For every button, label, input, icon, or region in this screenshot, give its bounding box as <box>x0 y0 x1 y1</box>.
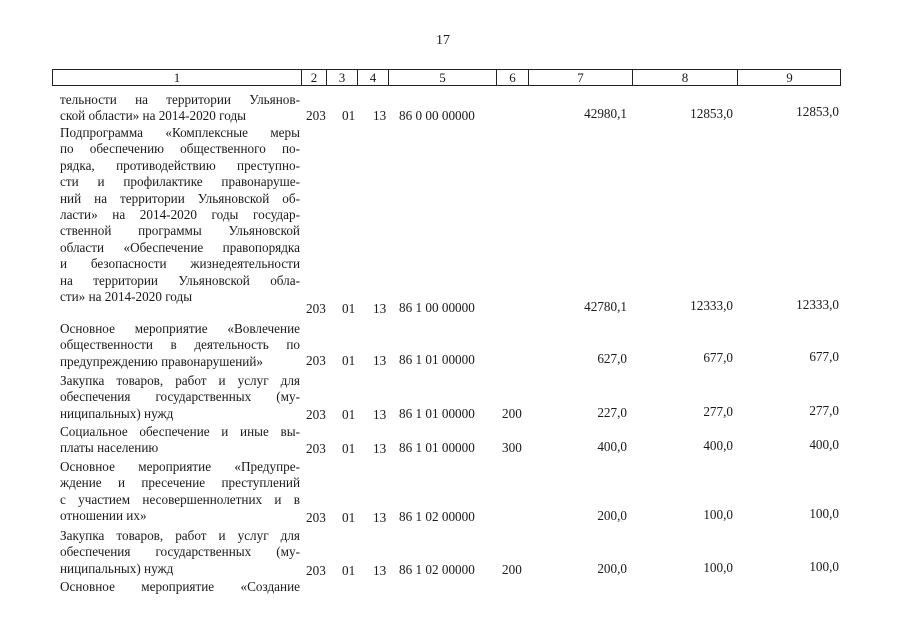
text-line: сти и профилактике правонаруше- <box>60 174 300 190</box>
text-line: ниципальных) нужд <box>60 405 174 421</box>
row-0-col-3: 01 <box>342 108 356 123</box>
row-5-col-8: 100,0 <box>703 507 733 522</box>
row-6-col-5: 86 1 02 00000 <box>399 562 475 577</box>
text-line: общественности в деятельность по <box>60 337 300 353</box>
row-5-col-5: 86 1 02 00000 <box>399 509 475 524</box>
row-6-col-4: 13 <box>373 563 387 578</box>
header-cell-9: 9 <box>737 70 841 85</box>
row-1-col-4: 13 <box>373 301 387 316</box>
row-5-col-2: 203 <box>306 510 326 525</box>
text-line: области «Обеспечение правопорядка <box>60 239 300 255</box>
row-0-text <box>60 92 300 125</box>
row-4-col-9: 400,0 <box>809 437 839 452</box>
row-6-col-8: 100,0 <box>703 560 733 575</box>
row-4-text <box>60 424 300 457</box>
text-line: ний на территории Ульяновской об- <box>60 190 300 206</box>
row-6-col-7: 200,0 <box>597 561 627 576</box>
text-line: отношении их» <box>60 508 147 524</box>
row-3-col-8: 277,0 <box>703 404 733 419</box>
row-4-col-4: 13 <box>373 441 387 456</box>
row-3-col-9: 277,0 <box>809 403 839 418</box>
row-6-text <box>60 528 300 577</box>
text-line: по обеспечению общественного по- <box>60 141 300 157</box>
text-line: ниципальных) нужд <box>60 560 174 576</box>
text-line: с участием несовершеннолетних и в <box>60 491 300 507</box>
row-0-col-8: 12853,0 <box>690 106 733 121</box>
row-3-col-5: 86 1 01 00000 <box>399 406 475 421</box>
row-0-col-4: 13 <box>373 108 387 123</box>
row-6-col-6: 200 <box>502 562 522 577</box>
row-2-col-4: 13 <box>373 353 387 368</box>
row-5-col-4: 13 <box>373 510 387 525</box>
row-3-col-4: 13 <box>373 407 387 422</box>
row-2-col-8: 677,0 <box>703 350 733 365</box>
text-line: и безопасности жизнедеятельности <box>60 256 300 272</box>
page-number: 17 <box>436 33 450 48</box>
row-5-col-7: 200,0 <box>597 508 627 523</box>
row-3-text <box>60 373 300 422</box>
row-7-text <box>60 579 300 595</box>
text-line: сти» на 2014-2020 годы <box>60 289 193 305</box>
row-6-col-3: 01 <box>342 563 356 578</box>
text-line: Подпрограмма «Комплексные меры <box>60 125 300 140</box>
row-4-col-8: 400,0 <box>703 438 733 453</box>
text-line: на территории Ульяновской обла- <box>60 272 300 288</box>
text-line: ственной программы Ульяновской <box>60 223 300 239</box>
row-6-col-2: 203 <box>306 563 326 578</box>
row-1-text <box>60 125 300 305</box>
row-1-col-8: 12333,0 <box>690 298 733 313</box>
text-line: платы населению <box>60 440 159 456</box>
row-2-text <box>60 321 300 370</box>
text-line: обеспечения государственных (му- <box>60 544 300 560</box>
row-4-col-5: 86 1 01 00000 <box>399 440 475 455</box>
text-line: ласти» на 2014-2020 годы государ- <box>60 207 300 223</box>
header-cell-1: 1 <box>173 70 181 85</box>
row-0-col-7: 42980,1 <box>584 106 627 121</box>
row-2-col-2: 203 <box>306 353 326 368</box>
header-cell-6: 6 <box>496 70 528 85</box>
text-line: рядка, противодействию преступно- <box>60 157 300 173</box>
text-line: Социальное обеспечение и иные вы- <box>60 424 300 439</box>
header-cell-7: 7 <box>528 70 632 85</box>
text-line: Закупка товаров, работ и услуг для <box>60 528 300 543</box>
header-cell-5: 5 <box>388 70 496 85</box>
row-5-col-3: 01 <box>342 510 356 525</box>
header-cell-8: 8 <box>632 70 737 85</box>
row-5-col-9: 100,0 <box>809 506 839 521</box>
header-cell-3: 3 <box>326 70 357 85</box>
row-4-col-6: 300 <box>502 440 522 455</box>
text-line: Закупка товаров, работ и услуг для <box>60 373 300 388</box>
row-6-col-9: 100,0 <box>809 559 839 574</box>
header-cell-4: 4 <box>357 70 388 85</box>
row-1-col-7: 42780,1 <box>584 299 627 314</box>
text-line: Основное мероприятие «Предупре- <box>60 459 300 474</box>
row-2-col-9: 677,0 <box>809 349 839 364</box>
row-1-col-2: 203 <box>306 301 326 316</box>
text-line: предупреждению правонарушений» <box>60 353 264 369</box>
row-3-col-7: 227,0 <box>597 405 627 420</box>
row-1-col-3: 01 <box>342 301 356 316</box>
text-line: ской области» на 2014-2020 годы <box>60 108 247 124</box>
text-line: тельности на территории Ульянов- <box>60 92 300 107</box>
row-4-col-3: 01 <box>342 441 356 456</box>
row-2-col-7: 627,0 <box>597 351 627 366</box>
row-1-col-5: 86 1 00 00000 <box>399 300 475 315</box>
text-line: Основное мероприятие «Вовлечение <box>60 321 300 336</box>
row-3-col-3: 01 <box>342 407 356 422</box>
row-0-col-2: 203 <box>306 108 326 123</box>
table-header-row <box>52 69 841 86</box>
row-2-col-3: 01 <box>342 353 356 368</box>
text-line: ждение и пресечение преступлений <box>60 475 300 491</box>
header-cell-2: 2 <box>301 70 326 85</box>
row-2-col-5: 86 1 01 00000 <box>399 352 475 367</box>
row-4-col-7: 400,0 <box>597 439 627 454</box>
text-line: обеспечения государственных (му- <box>60 389 300 405</box>
text-line: Основное мероприятие «Создание <box>60 579 300 594</box>
row-0-col-9: 12853,0 <box>796 104 839 119</box>
row-1-col-9: 12333,0 <box>796 297 839 312</box>
row-0-col-5: 86 0 00 00000 <box>399 108 475 123</box>
row-5-text <box>60 459 300 525</box>
row-4-col-2: 203 <box>306 441 326 456</box>
row-3-col-6: 200 <box>502 406 522 421</box>
row-3-col-2: 203 <box>306 407 326 422</box>
